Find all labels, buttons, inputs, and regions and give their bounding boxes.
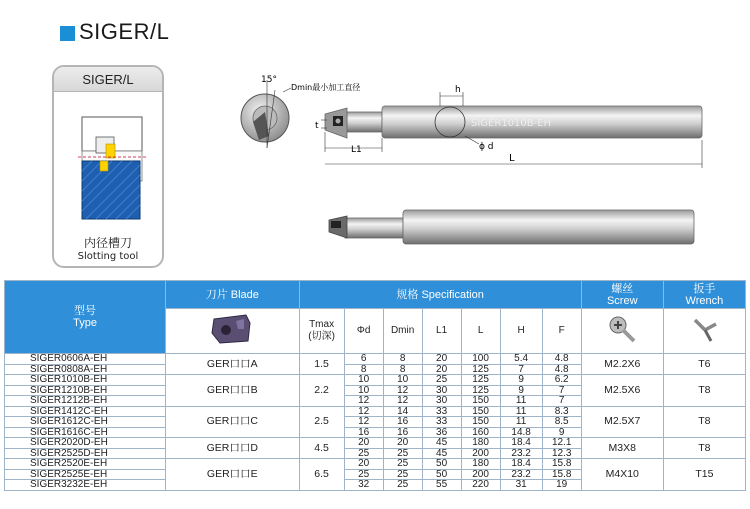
f-cell: 9 [542,427,581,438]
screw-cell: M4X10 [581,459,663,491]
dmin-cell: 8 [383,354,422,365]
type-cell: SIGER0606A-EH [5,354,166,365]
tmax-cell: 6.5 [299,459,344,491]
screw-cell: M2.5X6 [581,375,663,407]
l-cell: 125 [461,375,500,386]
tmax-cell: 4.5 [299,438,344,459]
dmin-cell: 25 [383,469,422,480]
type-cell: SIGER1412C-EH [5,406,166,417]
l-cell: 150 [461,406,500,417]
phid-cell: 32 [344,480,383,491]
bottom-tool-view [329,210,694,244]
blade-cell: GER口口B [166,375,299,407]
type-cell: SIGER0808A-EH [5,364,166,375]
h-cell: 11 [500,406,542,417]
screw-cell: M2.2X6 [581,354,663,375]
top-tool-side-view [325,106,702,138]
f-cell: 4.8 [542,364,581,375]
phid-cell: 25 [344,448,383,459]
f-cell: 6.2 [542,375,581,386]
f-cell: 19 [542,480,581,491]
l-cell: 100 [461,354,500,365]
card-title: SIGER/L [54,67,162,92]
wrench-cell: T8 [663,375,745,407]
l-cell: 150 [461,396,500,407]
tmax-cell: 2.5 [299,406,344,438]
l-cell: 200 [461,448,500,459]
dmin-cell: 8 [383,364,422,375]
phid-cell: 20 [344,459,383,470]
screw-header-en: Screw [606,294,638,307]
h-cell: 23.2 [500,448,542,459]
type-header-en: Type [73,317,97,329]
tool-type-card [52,65,164,268]
h-cell: 7 [500,364,542,375]
wrench-header-en: Wrench [685,294,724,307]
l-cell: 180 [461,438,500,449]
end-view [241,80,289,148]
type-cell: SIGER1612C-EH [5,417,166,428]
angle-label: 15° [261,75,277,85]
l1-cell: 50 [422,459,461,470]
screw-cell: M3X8 [581,438,663,459]
phid-cell: 16 [344,427,383,438]
wrench-header [663,281,745,309]
type-cell: SIGER1210B-EH [5,385,166,396]
screw-header-cn: 螺丝 [611,282,634,295]
table-row [5,406,746,417]
wrench-header-cn: 扳手 [693,282,716,295]
f-cell: 7 [542,396,581,407]
wrench-cell: T8 [663,406,745,438]
wrench-cell: T8 [663,438,745,459]
f-cell: 15.8 [542,469,581,480]
dmin-cell: 12 [383,385,422,396]
l-cell: 220 [461,480,500,491]
f-cell: 15.8 [542,459,581,470]
l1-cell: 20 [422,354,461,365]
l1-cell: 45 [422,438,461,449]
h-cell: 5.4 [500,354,542,365]
spec-header: 规格 Specification [299,281,581,309]
tmax-cell: 1.5 [299,354,344,375]
l1-cell: 33 [422,406,461,417]
l1-cell: 45 [422,448,461,459]
phid-cell: 25 [344,469,383,480]
dmin-cell: 14 [383,406,422,417]
l1-cell: 36 [422,427,461,438]
shank-marking: SIGER1010B-EH [471,118,552,129]
spec-table-body [5,354,746,491]
screw-icon [607,314,637,344]
blade-cell: GER口口E [166,459,299,491]
l-cell: 200 [461,469,500,480]
type-cell: SIGER1212B-EH [5,396,166,407]
h-cell: 18.4 [500,438,542,449]
specification-table [4,280,746,491]
l-cell: 125 [461,364,500,375]
h-cell: 31 [500,480,542,491]
screw-cell: M2.5X7 [581,406,663,438]
blade-cell: GER口口C [166,406,299,438]
phid-cell: 6 [344,354,383,365]
dmin-note: Dmin最小加工直径 [291,83,361,92]
phid-cell: 8 [344,364,383,375]
wrench-cell: T15 [663,459,745,491]
h-cell: 18.4 [500,459,542,470]
f-cell: 12.3 [542,448,581,459]
title-marker [60,26,75,41]
blade-cell: GER口口D [166,438,299,459]
blade-insert-icon [210,313,254,345]
f-cell: 12.1 [542,438,581,449]
l-cell: 125 [461,385,500,396]
t-label: t [315,121,319,131]
table-row [5,438,746,449]
l1-cell: 30 [422,396,461,407]
h-cell: 11 [500,396,542,407]
tmax-cell: 2.2 [299,375,344,407]
type-cell: SIGER1616C-EH [5,427,166,438]
blade-cell: GER口口A [166,354,299,375]
dmin-cell: 12 [383,396,422,407]
type-cell: SIGER2520E-EH [5,459,166,470]
phid-cell: 10 [344,375,383,386]
type-cell: SIGER2020D-EH [5,438,166,449]
f-header: F [542,309,581,354]
table-row [5,459,746,470]
card-caption-cn: 内径槽刀 [83,236,132,250]
phid-cell: 12 [344,396,383,407]
tool-dimension-drawing [225,70,715,270]
l1-cell: 30 [422,385,461,396]
type-header [5,281,166,354]
h-cell: 9 [500,385,542,396]
phid-cell: 12 [344,406,383,417]
wrench-cell: T6 [663,354,745,375]
screw-header [581,281,663,309]
l1-cell: 50 [422,469,461,480]
l1-cell: 20 [422,364,461,375]
type-cell: SIGER1010B-EH [5,375,166,386]
card-caption-en: Slotting tool [77,251,139,262]
wrench-image-cell [663,309,745,354]
l1-cell: 25 [422,375,461,386]
h-cell: 14.8 [500,427,542,438]
phid-label: ϕ d [479,142,494,152]
dmin-cell: 16 [383,427,422,438]
l-cell: 160 [461,427,500,438]
tmax-header-label: Tmax [309,319,335,330]
dmin-cell: 10 [383,375,422,386]
l-cell: 180 [461,459,500,470]
dmin-cell: 20 [383,438,422,449]
h-header: H [500,309,542,354]
slotting-diagram [76,109,148,229]
h-cell: 9 [500,375,542,386]
h-cell: 11 [500,417,542,428]
table-row [5,375,746,386]
phid-cell: 12 [344,417,383,428]
wrench-icon [689,314,719,344]
type-cell: SIGER2525E-EH [5,469,166,480]
h-label: h [455,85,461,95]
dmin-header: Dmin [383,309,422,354]
f-cell: 8.5 [542,417,581,428]
phid-header: Φd [344,309,383,354]
dmin-cell: 16 [383,417,422,428]
type-cell: SIGER3232E-EH [5,480,166,491]
dmin-cell: 25 [383,448,422,459]
f-cell: 4.8 [542,354,581,365]
h-cell: 23.2 [500,469,542,480]
l-header: L [461,309,500,354]
l-label: L [509,153,515,164]
phid-cell: 20 [344,438,383,449]
type-header-cn: 型号 [74,305,97,317]
blade-image-cell [166,309,299,354]
page-title: SIGER/L [79,19,170,44]
l1-cell: 55 [422,480,461,491]
type-cell: SIGER2525D-EH [5,448,166,459]
f-cell: 8.3 [542,406,581,417]
f-cell: 7 [542,385,581,396]
phid-cell: 10 [344,385,383,396]
l-cell: 150 [461,417,500,428]
dmin-cell: 25 [383,459,422,470]
tmax-header [299,309,344,354]
l1-label: L1 [351,145,362,155]
blade-header: 刀片 Blade [166,281,299,309]
dmin-cell: 25 [383,480,422,491]
tmax-header-sub: (切深) [308,331,335,342]
screw-image-cell [581,309,663,354]
table-row [5,354,746,365]
l1-header: L1 [422,309,461,354]
l1-cell: 33 [422,417,461,428]
